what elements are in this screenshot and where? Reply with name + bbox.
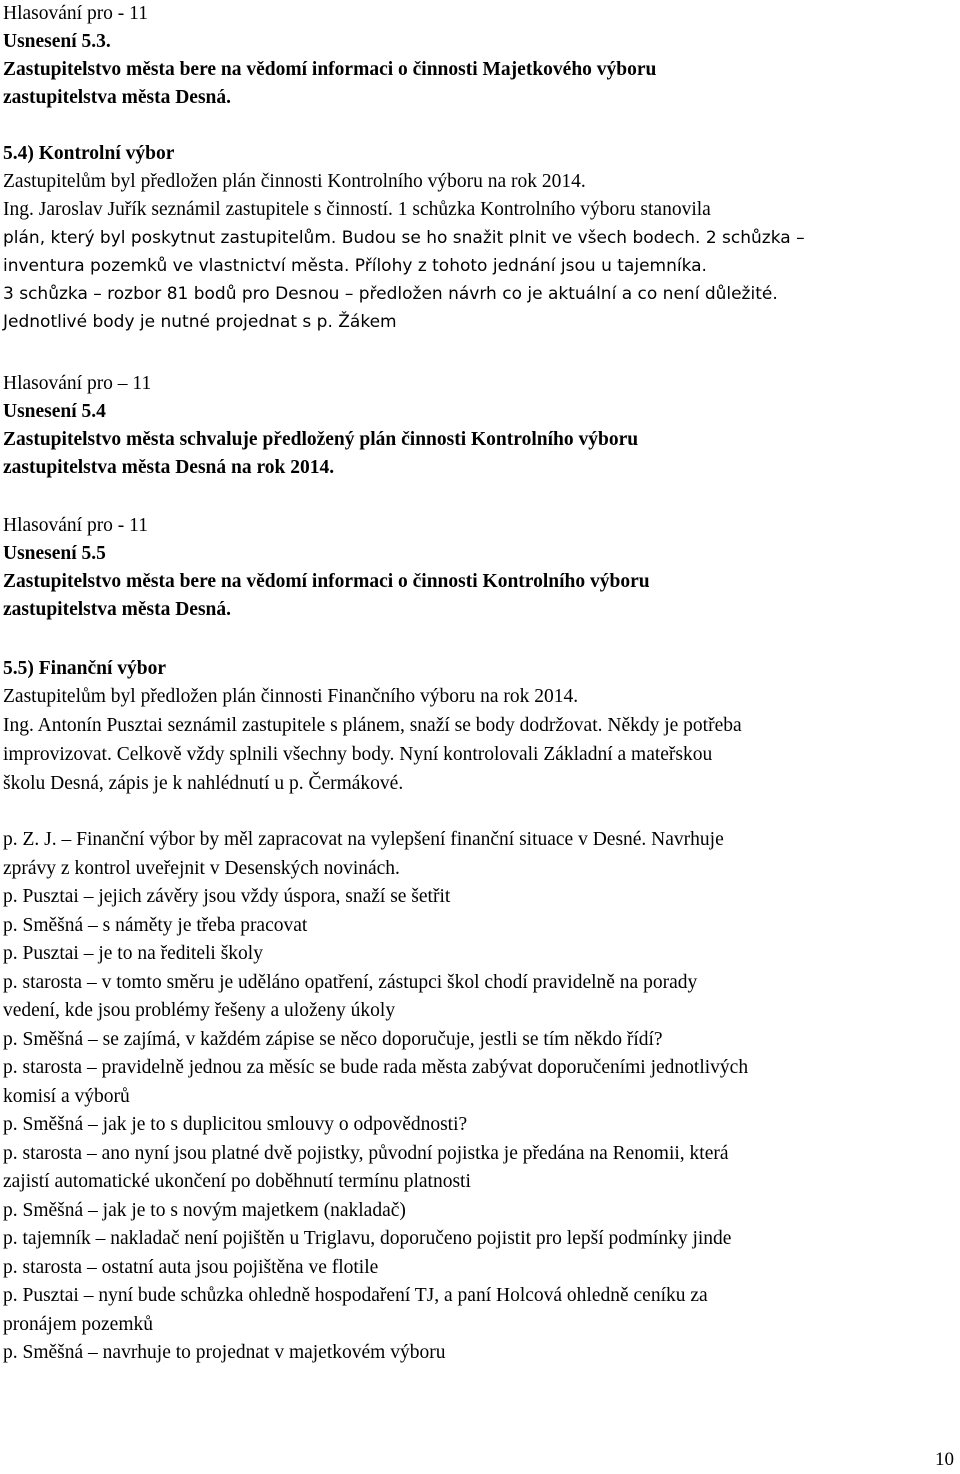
- discussion-line: p. starosta – pravidelně jednou za měsíc se bude rada města zabývat doporučeními jednotlivých: [3, 1057, 749, 1078]
- discussion-line: p. Směšná – se zajímá, v každém zápise se něco doporučuje, jestli se tím někdo řídí?: [3, 1029, 663, 1050]
- voting-line: Hlasování pro - 11: [3, 515, 148, 536]
- voting-line: Hlasování pro - 11: [3, 3, 148, 24]
- discussion-line: p. Směšná – jak je to s duplicitou smlouvy o odpovědnosti?: [3, 1114, 468, 1135]
- voting-line: Hlasování pro – 11: [3, 373, 152, 394]
- discussion-line: komisí a výborů: [3, 1086, 130, 1107]
- paragraph-line: inventura pozemků ve vlastnictví města. Přílohy z tohoto jednání jsou u tajemníka.: [3, 256, 707, 276]
- paragraph-line: Zastupitelům byl předložen plán činnosti Kontrolního výboru na rok 2014.: [3, 171, 586, 192]
- discussion-line: p. Pusztai – jejich závěry jsou vždy úspora, snaží se šetřit: [3, 886, 451, 907]
- paragraph-line: Jednotlivé body je nutné projednat s p. Žákem: [3, 312, 397, 332]
- discussion-line: zprávy z kontrol uveřejnit v Desenských novinách.: [3, 858, 400, 879]
- resolution-text: Zastupitelstvo města schvaluje předložený plán činnosti Kontrolního výboru: [3, 429, 639, 450]
- resolution-text: Zastupitelstvo města bere na vědomí informaci o činnosti Majetkového výboru: [3, 59, 657, 80]
- discussion-line: zajistí automatické ukončení po doběhnutí termínu platnosti: [3, 1171, 471, 1192]
- paragraph-line: 3 schůzka – rozbor 81 bodů pro Desnou – předložen návrh co je aktuální a co není důležité.: [3, 284, 778, 304]
- discussion-line: pronájem pozemků: [3, 1314, 153, 1335]
- paragraph-line: Zastupitelům byl předložen plán činnosti Finančního výboru na rok 2014.: [3, 686, 579, 707]
- discussion-line: p. Pusztai – nyní bude schůzka ohledně hospodaření TJ, a paní Holcová ohledně ceníku za: [3, 1285, 708, 1306]
- discussion-line: p. Pusztai – je to na řediteli školy: [3, 943, 263, 964]
- section-heading: 5.5) Finanční výbor: [3, 658, 167, 679]
- discussion-line: p. tajemník – nakladač není pojištěn u Triglavu, doporučeno pojistit pro lepší podmínky jinde: [3, 1228, 732, 1249]
- discussion-line: p. Směšná – jak je to s novým majetkem (nakladač): [3, 1200, 406, 1221]
- paragraph-line: plán, který byl poskytnut zastupitelům. Budou se ho snažit plnit ve všech bodech. 2 schůzka –: [3, 228, 805, 248]
- discussion-line: p. starosta – ostatní auta jsou pojištěna ve flotile: [3, 1257, 379, 1278]
- resolution-text: zastupitelstva města Desná.: [3, 87, 232, 108]
- resolution-heading: Usnesení 5.4: [3, 401, 106, 422]
- resolution-heading: Usnesení 5.3.: [3, 31, 111, 52]
- paragraph-line: Ing. Antonín Pusztai seznámil zastupitele s plánem, snaží se body dodržovat. Někdy je potřeba: [3, 715, 742, 736]
- discussion-line: p. starosta – v tomto směru je uděláno opatření, zástupci škol chodí pravidelně na porady: [3, 972, 698, 993]
- resolution-text: Zastupitelstvo města bere na vědomí informaci o činnosti Kontrolního výboru: [3, 571, 650, 592]
- resolution-text: zastupitelstva města Desná na rok 2014.: [3, 457, 335, 478]
- discussion-line: p. Z. J. – Finanční výbor by měl zapracovat na vylepšení finanční situace v Desné. Navrhuje: [3, 829, 724, 850]
- discussion-line: vedení, kde jsou problémy řešeny a uloženy úkoly: [3, 1000, 396, 1021]
- discussion-line: p. Směšná – navrhuje to projednat v majetkovém výboru: [3, 1342, 446, 1363]
- page-number: 10: [935, 1449, 954, 1470]
- resolution-heading: Usnesení 5.5: [3, 543, 106, 564]
- paragraph-line: improvizovat. Celkově vždy splnili všechny body. Nyní kontrolovali Základní a mateřskou: [3, 744, 713, 765]
- discussion-line: p. Směšná – s náměty je třeba pracovat: [3, 915, 308, 936]
- discussion-line: p. starosta – ano nyní jsou platné dvě pojistky, původní pojistka je předána na Renomii, která: [3, 1143, 729, 1164]
- section-heading: 5.4) Kontrolní výbor: [3, 143, 175, 164]
- resolution-text: zastupitelstva města Desná.: [3, 599, 232, 620]
- paragraph-line: Ing. Jaroslav Juřík seznámil zastupitele s činností. 1 schůzka Kontrolního výboru stanovila: [3, 199, 711, 220]
- paragraph-line: školu Desná, zápis je k nahlédnutí u p. Čermákové.: [3, 773, 404, 794]
